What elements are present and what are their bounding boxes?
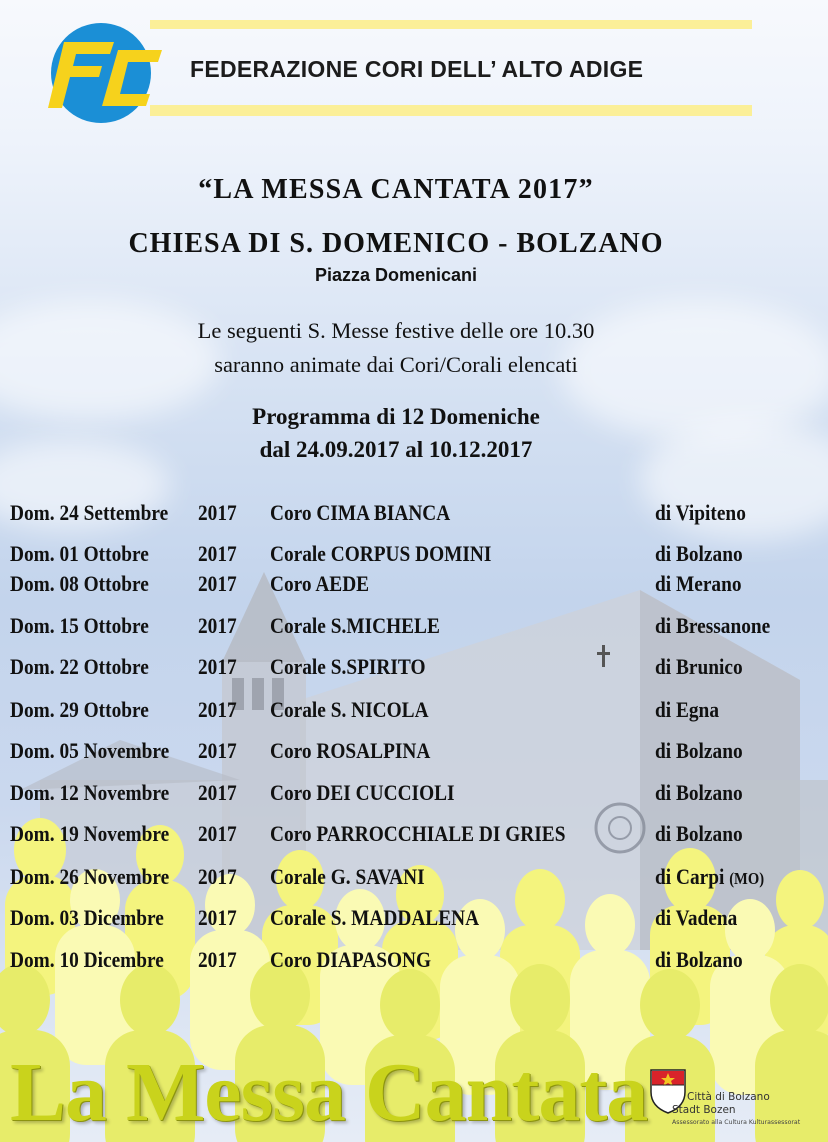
row-year: 2017 bbox=[198, 864, 237, 889]
schedule-row bbox=[0, 571, 828, 601]
row-choir: Corale S.SPIRITO bbox=[270, 654, 426, 679]
row-place: di Merano bbox=[655, 571, 742, 596]
row-place-city: di Carpi bbox=[655, 864, 725, 889]
row-choir: Coro DEI CUCCIOLI bbox=[270, 780, 455, 805]
program-line-2: dal 24.09.2017 al 10.12.2017 bbox=[259, 437, 533, 462]
row-place: di Vipiteno bbox=[655, 500, 746, 525]
row-date: Dom. 05 Novembre bbox=[10, 738, 170, 763]
row-place: di Bressanone bbox=[655, 613, 771, 638]
row-date: Dom. 01 Ottobre bbox=[10, 541, 149, 566]
row-date: Dom. 10 Dicembre bbox=[10, 947, 164, 972]
row-date: Dom. 03 Dicembre bbox=[10, 905, 164, 930]
row-choir: Corale CORPUS DOMINI bbox=[270, 541, 492, 566]
city-name-it: Città di Bolzano bbox=[687, 1091, 770, 1103]
row-choir: Coro ROSALPINA bbox=[270, 738, 431, 763]
row-place-province: (MO) bbox=[729, 869, 765, 888]
schedule-row bbox=[0, 821, 828, 851]
city-logo-block bbox=[646, 1068, 816, 1138]
row-choir: Coro DIAPASONG bbox=[270, 947, 432, 972]
row-date: Dom. 24 Settembre bbox=[10, 500, 169, 525]
schedule-row bbox=[0, 613, 828, 643]
row-year: 2017 bbox=[198, 780, 237, 805]
schedule-row bbox=[0, 864, 828, 894]
row-year: 2017 bbox=[198, 905, 237, 930]
row-choir: Coro PARROCCHIALE DI GRIES bbox=[270, 821, 566, 846]
row-choir: Corale G. SAVANI bbox=[270, 864, 425, 889]
row-year: 2017 bbox=[198, 541, 237, 566]
city-department: Assessorato alla Cultura Kulturassessorat bbox=[672, 1119, 801, 1126]
program-line-1: Programma di 12 Domeniche bbox=[252, 404, 540, 429]
row-place: di Egna bbox=[655, 697, 720, 722]
schedule-row bbox=[0, 500, 828, 530]
row-place: di Bolzano bbox=[655, 821, 743, 846]
schedule-row bbox=[0, 541, 828, 571]
row-year: 2017 bbox=[198, 571, 237, 596]
event-venue: CHIESA DI S. DOMENICO - BOLZANO bbox=[128, 228, 664, 259]
row-year: 2017 bbox=[198, 947, 237, 972]
row-place: di Bolzano bbox=[655, 541, 743, 566]
row-year: 2017 bbox=[198, 821, 237, 846]
row-date: Dom. 26 Novembre bbox=[10, 864, 170, 889]
row-date: Dom. 12 Novembre bbox=[10, 780, 170, 805]
schedule-row bbox=[0, 780, 828, 810]
row-place bbox=[655, 864, 764, 890]
row-place: di Bolzano bbox=[655, 738, 743, 763]
row-place: di Bolzano bbox=[655, 947, 743, 972]
schedule-row bbox=[0, 697, 828, 727]
row-date: Dom. 19 Novembre bbox=[10, 821, 170, 846]
row-year: 2017 bbox=[198, 500, 237, 525]
schedule-row bbox=[0, 947, 828, 977]
row-year: 2017 bbox=[198, 613, 237, 638]
row-choir: Coro CIMA BIANCA bbox=[270, 500, 451, 525]
row-year: 2017 bbox=[198, 654, 237, 679]
banner-title: La Messa Cantata bbox=[10, 1046, 648, 1139]
organization-name: FEDERAZIONE CORI DELL’ ALTO ADIGE bbox=[190, 56, 644, 82]
event-title: “LA MESSA CANTATA 2017” bbox=[198, 174, 594, 205]
row-choir: Corale S. MADDALENA bbox=[270, 905, 480, 930]
schedule-row bbox=[0, 738, 828, 768]
row-choir: Corale S. NICOLA bbox=[270, 697, 429, 722]
schedule-row bbox=[0, 905, 828, 935]
row-date: Dom. 15 Ottobre bbox=[10, 613, 149, 638]
row-place: di Vadena bbox=[655, 905, 738, 930]
schedule-row bbox=[0, 654, 828, 684]
event-address: Piazza Domenicani bbox=[314, 265, 478, 285]
row-choir: Corale S.MICHELE bbox=[270, 613, 440, 638]
row-place: di Brunico bbox=[655, 654, 743, 679]
row-date: Dom. 22 Ottobre bbox=[10, 654, 149, 679]
city-name-de: Stadt Bozen bbox=[672, 1104, 736, 1116]
intro-line-2: saranno animate dai Cori/Corali elencati bbox=[214, 352, 578, 377]
row-date: Dom. 08 Ottobre bbox=[10, 571, 149, 596]
row-date: Dom. 29 Ottobre bbox=[10, 697, 149, 722]
row-year: 2017 bbox=[198, 738, 237, 763]
row-year: 2017 bbox=[198, 697, 237, 722]
intro-line-1: Le seguenti S. Messe festive delle ore 10.30 bbox=[197, 318, 595, 343]
row-choir: Coro AEDE bbox=[270, 571, 370, 596]
row-place: di Bolzano bbox=[655, 780, 743, 805]
